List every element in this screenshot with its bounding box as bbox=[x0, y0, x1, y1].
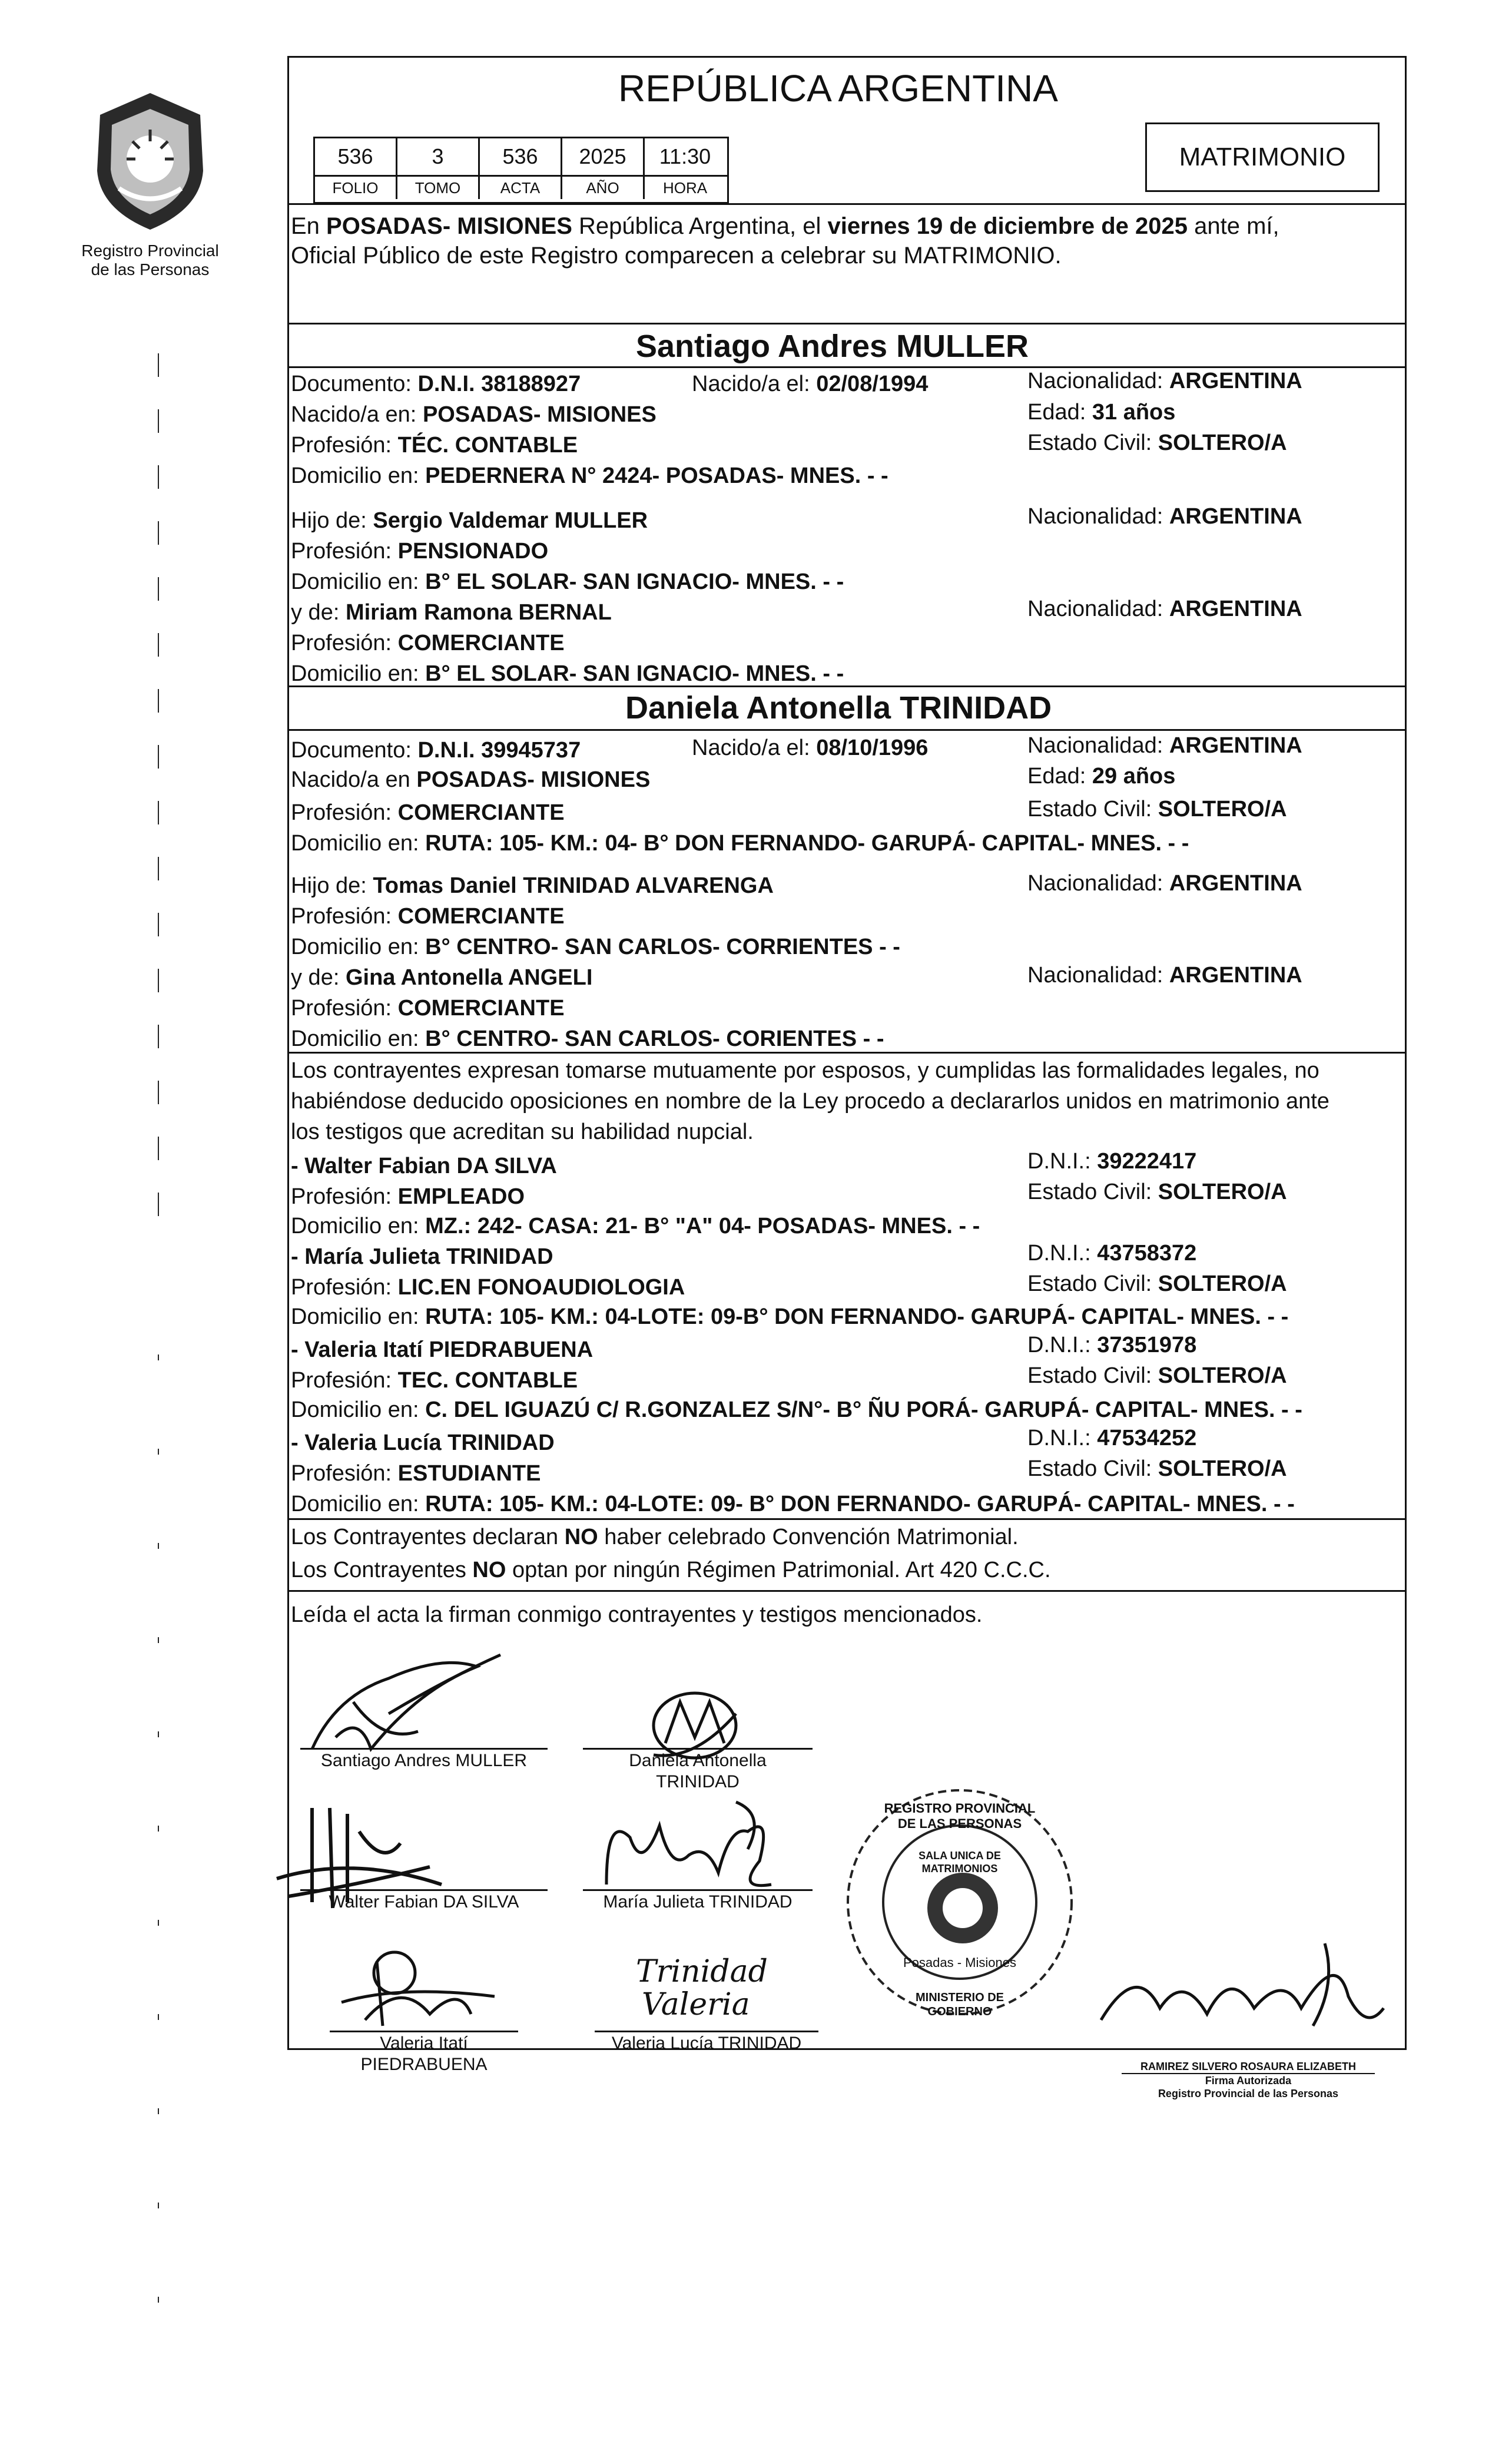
closing-statement: Leída el acta la firman conmigo contrayentes y testigos mencionados. bbox=[291, 1602, 983, 1627]
spouse1-civil-status: Estado Civil: SOLTERO/A bbox=[1027, 430, 1287, 455]
witness3-name: - Valeria Itatí PIEDRABUENA bbox=[291, 1337, 593, 1362]
official-title: Firma Autorizada bbox=[1205, 2075, 1292, 2087]
spouse1-father-profession: Profesión: PENSIONADO bbox=[291, 539, 549, 564]
signature-caption-spouse2: Daniela Antonella TRINIDAD bbox=[629, 1751, 767, 1791]
spouse2-mother: y de: Gina Antonella ANGELI bbox=[291, 965, 593, 990]
official-stamp bbox=[1122, 2060, 1375, 2100]
witness2-address: Domicilio en: RUTA: 105- KM.: 04-LOTE: 09-B° DON FERNANDO- GARUPÁ- CAPITAL- MNES. - - bbox=[291, 1304, 1289, 1329]
witness3-profession: Profesión: TEC. CONTABLE bbox=[291, 1368, 578, 1393]
anio-value: 2025 bbox=[562, 138, 645, 175]
signature-caption-spouse1: Santiago Andres MULLER bbox=[320, 1751, 528, 1770]
signature-caption-witness2: María Julieta TRINIDAD bbox=[603, 1892, 793, 1912]
folio-value: 536 bbox=[315, 138, 397, 175]
spouse2-birth-date: Nacido/a el: 08/10/1996 bbox=[692, 736, 929, 760]
logo-label-line1: Registro Provincial bbox=[81, 241, 219, 260]
logo-label-line2: de las Personas bbox=[91, 260, 210, 279]
official-org: Registro Provincial de las Personas bbox=[1158, 2088, 1339, 2099]
witness2-profession: Profesión: LIC.EN FONOAUDIOLOGIA bbox=[291, 1275, 685, 1300]
spouse1-mother-profession: Profesión: COMERCIANTE bbox=[291, 631, 565, 655]
spouse1-address: Domicilio en: PEDERNERA N° 2424- POSADAS- MNES. - - bbox=[291, 463, 888, 488]
signature-line bbox=[583, 1889, 813, 1891]
spouse1-mother: y de: Miriam Ramona BERNAL bbox=[291, 600, 612, 625]
spouse1-father-nationality: Nacionalidad: ARGENTINA bbox=[1027, 504, 1302, 529]
spouse1-mother-nationality: Nacionalidad: ARGENTINA bbox=[1027, 597, 1302, 621]
witness1-name: - Walter Fabian DA SILVA bbox=[291, 1154, 557, 1178]
witness1-address: Domicilio en: MZ.: 242- CASA: 21- B° "A" 04- POSADAS- MNES. - - bbox=[291, 1214, 980, 1238]
witness2-name: - María Julieta TRINIDAD bbox=[291, 1244, 553, 1269]
witness3-address: Domicilio en: C. DEL IGUAZÚ C/ R.GONZALEZ S/N°- B° ÑU PORÁ- GARUPÁ- CAPITAL- MNES. - - bbox=[291, 1397, 1302, 1422]
spouse1-nationality: Nacionalidad: ARGENTINA bbox=[1027, 369, 1302, 393]
tomo-value: 3 bbox=[397, 138, 480, 175]
spouse2-name: Daniela Antonella TRINIDAD bbox=[625, 690, 1052, 726]
divider bbox=[287, 323, 1405, 324]
spouse2-age: Edad: 29 años bbox=[1027, 764, 1176, 789]
spouse1-mother-address: Domicilio en: B° EL SOLAR- SAN IGNACIO- MNES. - - bbox=[291, 661, 844, 686]
acta-value: 536 bbox=[480, 138, 562, 175]
convention-line-2: Los Contrayentes NO optan por ningún Régimen Patrimonial. Art 420 C.C.C. bbox=[291, 1558, 1051, 1582]
act-type-box bbox=[1145, 122, 1380, 192]
spouse2-father-nationality: Nacionalidad: ARGENTINA bbox=[1027, 871, 1302, 896]
signature-line bbox=[330, 2031, 518, 2032]
spouse1-birth-place: Nacido/a en: POSADAS- MISIONES bbox=[291, 402, 656, 427]
signature-line bbox=[300, 1889, 548, 1891]
act-reference-table bbox=[313, 137, 729, 204]
spouse2-civil-status: Estado Civil: SOLTERO/A bbox=[1027, 797, 1287, 822]
spouse1-name: Santiago Andres MULLER bbox=[636, 329, 1029, 364]
signature-caption-witness4: Valeria Lucía TRINIDAD bbox=[611, 2034, 802, 2053]
signature-caption-witness1: Walter Fabian DA SILVA bbox=[329, 1892, 519, 1912]
spouse1-birth-date: Nacido/a el: 02/08/1994 bbox=[692, 372, 929, 396]
margin-mark bbox=[158, 1354, 159, 2356]
witness3-civil-status: Estado Civil: SOLTERO/A bbox=[1027, 1363, 1287, 1388]
seal-bottom-text: MINISTERIO DE GOBIERNO bbox=[915, 1991, 1004, 2018]
official-name: RAMIREZ SILVERO ROSAURA ELIZABETH bbox=[1122, 2060, 1375, 2074]
divider bbox=[287, 1590, 1405, 1592]
handwritten-signature-witness4: Trinidad Valeria bbox=[636, 1954, 768, 2022]
signature-line bbox=[583, 1748, 813, 1750]
logo-label bbox=[71, 241, 230, 279]
anio-label: AÑO bbox=[562, 177, 645, 199]
spouse2-father: Hijo de: Tomas Daniel TRINIDAD ALVARENGA bbox=[291, 873, 774, 898]
spouse2-address: Domicilio en: RUTA: 105- KM.: 04- B° DON FERNANDO- GARUPÁ- CAPITAL- MNES. - - bbox=[291, 831, 1189, 856]
official-signature-icon bbox=[1089, 1938, 1395, 2055]
signature-spouse1-icon bbox=[300, 1643, 524, 1761]
divider bbox=[287, 1052, 1405, 1054]
intro-line-1: En POSADAS- MISIONES República Argentina, el viernes 19 de diciembre de 2025 ante mí, bbox=[291, 213, 1279, 239]
signature-line bbox=[595, 2031, 818, 2032]
declaration-line-2: habiéndose deducido oposiciones en nombre de la Ley procedo a declararlos unidos en matrimonio ante bbox=[291, 1089, 1329, 1114]
spouse2-profession: Profesión: COMERCIANTE bbox=[291, 800, 565, 825]
spouse1-father-address: Domicilio en: B° EL SOLAR- SAN IGNACIO- MNES. - - bbox=[291, 569, 844, 594]
declaration-line-1: Los contrayentes expresan tomarse mutuamente por esposos, y cumplidas las formalidades legales, no bbox=[291, 1058, 1319, 1083]
spouse1-father: Hijo de: Sergio Valdemar MULLER bbox=[291, 508, 648, 533]
divider bbox=[287, 203, 1405, 205]
witness4-civil-status: Estado Civil: SOLTERO/A bbox=[1027, 1456, 1287, 1481]
witness4-dni: D.N.I.: 47534252 bbox=[1027, 1426, 1197, 1450]
witness2-civil-status: Estado Civil: SOLTERO/A bbox=[1027, 1271, 1287, 1296]
witness4-name: - Valeria Lucía TRINIDAD bbox=[291, 1430, 555, 1455]
signature-line bbox=[300, 1748, 548, 1750]
spouse2-mother-address: Domicilio en: B° CENTRO- SAN CARLOS- CORIENTES - - bbox=[291, 1026, 884, 1051]
spouse2-nationality: Nacionalidad: ARGENTINA bbox=[1027, 733, 1302, 758]
acta-label: ACTA bbox=[480, 177, 562, 199]
official-seal bbox=[842, 1784, 1077, 2020]
spouse2-document: Documento: D.N.I. 39945737 bbox=[291, 738, 581, 763]
spouse1-document: Documento: D.N.I. 38188927 bbox=[291, 372, 581, 396]
divider bbox=[287, 685, 1405, 687]
act-type: MATRIMONIO bbox=[1179, 143, 1346, 171]
province-crest-icon bbox=[82, 88, 218, 236]
declaration-line-3: los testigos que acreditan su habilidad nupcial. bbox=[291, 1120, 754, 1144]
spouse2-mother-nationality: Nacionalidad: ARGENTINA bbox=[1027, 963, 1302, 988]
divider bbox=[287, 1518, 1405, 1520]
tomo-label: TOMO bbox=[397, 177, 480, 199]
witness1-profession: Profesión: EMPLEADO bbox=[291, 1184, 525, 1209]
intro-line-2: Oficial Público de este Registro comparecen a celebrar su MATRIMONIO. bbox=[291, 243, 1062, 269]
province-logo bbox=[82, 88, 218, 236]
convention-line-1: Los Contrayentes declaran NO haber celebrado Convención Matrimonial. bbox=[291, 1525, 1019, 1549]
seal-outer-text: REGISTRO PROVINCIAL DE LAS PERSONAS bbox=[884, 1801, 1036, 1831]
seal-city: Posadas - Misiones bbox=[903, 1955, 1016, 1970]
page-title: REPÚBLICA ARGENTINA bbox=[618, 67, 1058, 110]
spouse2-mother-profession: Profesión: COMERCIANTE bbox=[291, 996, 565, 1021]
spouse1-age: Edad: 31 años bbox=[1027, 400, 1176, 425]
witness4-profession: Profesión: ESTUDIANTE bbox=[291, 1461, 541, 1486]
witness1-civil-status: Estado Civil: SOLTERO/A bbox=[1027, 1180, 1287, 1204]
witness3-dni: D.N.I.: 37351978 bbox=[1027, 1333, 1197, 1357]
margin-mark bbox=[158, 353, 159, 1237]
divider bbox=[287, 729, 1405, 731]
hora-value: 11:30 bbox=[659, 144, 711, 168]
spouse2-father-address: Domicilio en: B° CENTRO- SAN CARLOS- CORRIENTES - - bbox=[291, 935, 900, 959]
spouse1-profession: Profesión: TÉC. CONTABLE bbox=[291, 433, 578, 458]
spouse2-father-profession: Profesión: COMERCIANTE bbox=[291, 904, 565, 929]
spouse2-birth-place: Nacido/a en POSADAS- MISIONES bbox=[291, 767, 651, 792]
witness2-dni: D.N.I.: 43758372 bbox=[1027, 1241, 1197, 1266]
folio-label: FOLIO bbox=[315, 177, 397, 199]
hora-label: HORA bbox=[662, 179, 708, 197]
witness1-dni: D.N.I.: 39222417 bbox=[1027, 1149, 1197, 1174]
signature-witness3-icon bbox=[330, 1943, 506, 2032]
witness4-address: Domicilio en: RUTA: 105- KM.: 04-LOTE: 09- B° DON FERNANDO- GARUPÁ- CAPITAL- MNES. - - bbox=[291, 1492, 1295, 1516]
seal-inner-text: SALA UNICA DE MATRIMONIOS bbox=[919, 1850, 1001, 1875]
signature-caption-witness3: Valeria Itatí PIEDRABUENA bbox=[360, 2034, 488, 2074]
